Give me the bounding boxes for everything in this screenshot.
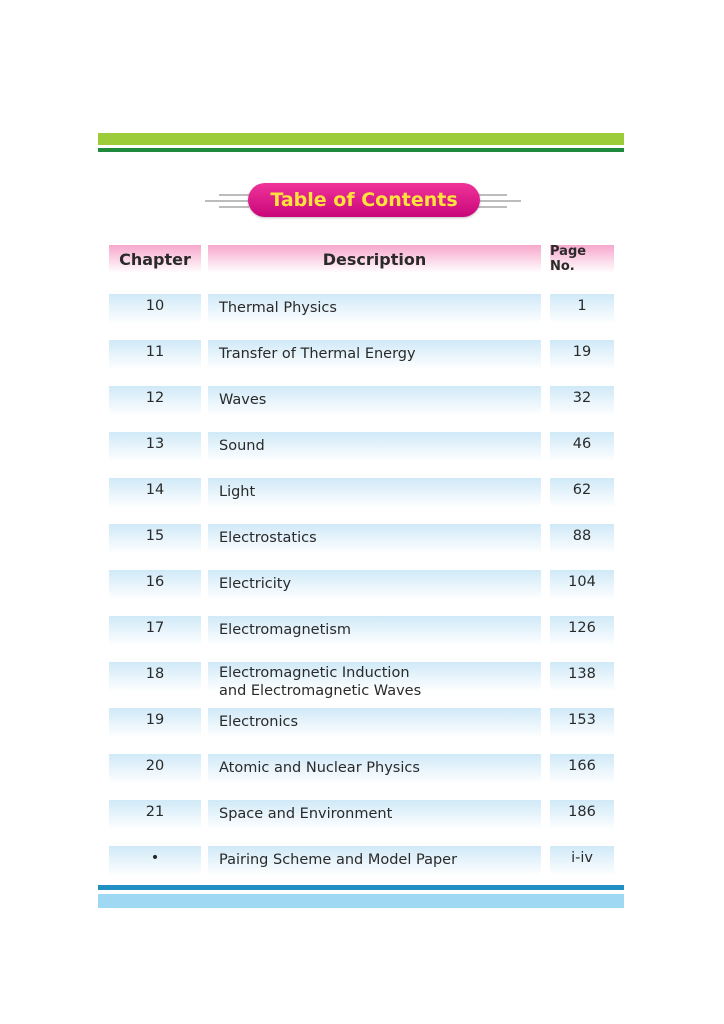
description-line: Electronics bbox=[219, 714, 299, 730]
chapter-number: 17 bbox=[109, 616, 201, 646]
page-number: i-iv bbox=[550, 846, 614, 876]
description-line: Waves bbox=[219, 392, 267, 408]
chapter-number: 15 bbox=[109, 524, 201, 554]
table-row bbox=[0, 754, 724, 784]
page-title: Table of Contents bbox=[248, 183, 480, 217]
description-line: Transfer of Thermal Energy bbox=[219, 346, 416, 362]
chapter-description bbox=[208, 478, 541, 508]
page-number: 1 bbox=[550, 294, 614, 324]
chapter-number: 21 bbox=[109, 800, 201, 830]
header-chapter: Chapter bbox=[109, 245, 201, 273]
page-number: 138 bbox=[550, 662, 614, 692]
title-banner bbox=[205, 183, 519, 219]
chapter-description bbox=[208, 340, 541, 370]
title-deco-line-right-1 bbox=[477, 194, 507, 196]
chapter-number: 20 bbox=[109, 754, 201, 784]
description-line: Electricity bbox=[219, 576, 292, 592]
description-line: Light bbox=[219, 484, 256, 500]
description-line: Space and Environment bbox=[219, 806, 393, 822]
page-number: 46 bbox=[550, 432, 614, 462]
chapter-number: 19 bbox=[109, 708, 201, 738]
chapter-number: • bbox=[109, 846, 201, 876]
page-number: 88 bbox=[550, 524, 614, 554]
chapter-description bbox=[208, 662, 541, 699]
chapter-description bbox=[208, 432, 541, 462]
page-number: 19 bbox=[550, 340, 614, 370]
description-line: Thermal Physics bbox=[219, 300, 337, 316]
title-deco-line-right-2 bbox=[477, 200, 521, 202]
page-number: 32 bbox=[550, 386, 614, 416]
table-row bbox=[0, 340, 724, 370]
description-line: Electromagnetic Induction bbox=[219, 665, 410, 681]
table-row bbox=[0, 570, 724, 600]
chapter-description bbox=[208, 386, 541, 416]
chapter-number: 18 bbox=[109, 662, 201, 692]
top-green-line bbox=[98, 148, 624, 152]
table-row bbox=[0, 846, 724, 876]
description-line: and Electromagnetic Waves bbox=[219, 683, 422, 699]
description-line: Sound bbox=[219, 438, 265, 454]
chapter-description bbox=[208, 294, 541, 324]
title-deco-line-left-2 bbox=[205, 200, 249, 202]
table-row bbox=[0, 524, 724, 554]
page-number: 153 bbox=[550, 708, 614, 738]
page-number: 104 bbox=[550, 570, 614, 600]
chapter-number: 16 bbox=[109, 570, 201, 600]
table-row bbox=[0, 708, 724, 738]
description-line: Pairing Scheme and Model Paper bbox=[219, 852, 458, 868]
chapter-description bbox=[208, 754, 541, 784]
chapter-number: 10 bbox=[109, 294, 201, 324]
description-line: Electrostatics bbox=[219, 530, 317, 546]
chapter-description bbox=[208, 524, 541, 554]
chapter-number: 13 bbox=[109, 432, 201, 462]
table-row bbox=[0, 800, 724, 830]
chapter-number: 12 bbox=[109, 386, 201, 416]
description-line: Atomic and Nuclear Physics bbox=[219, 760, 420, 776]
chapter-description bbox=[208, 846, 541, 876]
page-number: 186 bbox=[550, 800, 614, 830]
chapter-number: 14 bbox=[109, 478, 201, 508]
page-number: 166 bbox=[550, 754, 614, 784]
chapter-number: 11 bbox=[109, 340, 201, 370]
page-number: 62 bbox=[550, 478, 614, 508]
table-row bbox=[0, 478, 724, 508]
title-deco-line-left-3 bbox=[219, 206, 249, 208]
header-page-no: Page No. bbox=[550, 245, 614, 273]
header-description: Description bbox=[208, 245, 541, 273]
top-green-band bbox=[98, 133, 624, 145]
chapter-description bbox=[208, 570, 541, 600]
table-row bbox=[0, 294, 724, 324]
description-line: Electromagnetism bbox=[219, 622, 352, 638]
bottom-blue-band bbox=[98, 894, 624, 908]
title-deco-line-right-3 bbox=[477, 206, 507, 208]
chapter-description bbox=[208, 708, 541, 738]
bottom-blue-line bbox=[98, 885, 624, 890]
table-row bbox=[0, 432, 724, 462]
chapter-description bbox=[208, 616, 541, 646]
table-row bbox=[0, 662, 724, 699]
chapter-description bbox=[208, 800, 541, 830]
page-number: 126 bbox=[550, 616, 614, 646]
title-deco-line-left-1 bbox=[219, 194, 249, 196]
table-row bbox=[0, 386, 724, 416]
table-row bbox=[0, 616, 724, 646]
